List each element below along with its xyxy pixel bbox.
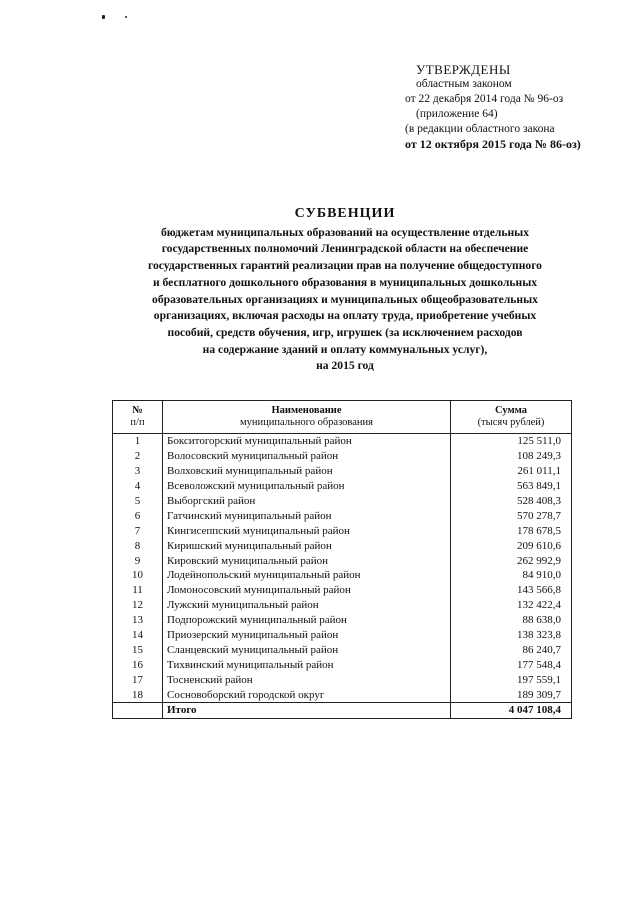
table-row (113, 628, 572, 643)
cell-num: 17 (113, 672, 163, 687)
approval-stamp (405, 62, 625, 152)
cell-num: 12 (113, 598, 163, 613)
cell-amount: 570 278,7 (451, 508, 572, 523)
title-line: государственных полномочий Ленинградской области на обеспечение (161, 242, 529, 256)
approval-line: от 22 декабря 2014 года № 96-оз (405, 93, 564, 105)
cell-amount: 132 422,4 (451, 598, 572, 613)
cell-amount: 563 849,1 (451, 479, 572, 494)
cell-amount: 84 910,0 (451, 568, 572, 583)
cell-amount: 86 240,7 (451, 642, 572, 657)
cell-num: 1 (113, 434, 163, 449)
cell-name: Всеволожский муниципальный район (163, 479, 451, 494)
cell-amount: 125 511,0 (451, 434, 572, 449)
cell-num: 15 (113, 642, 163, 657)
table-row (113, 449, 572, 464)
cell-name: Лодейнопольский муниципальный район (163, 568, 451, 583)
cell-amount: 197 559,1 (451, 672, 572, 687)
title-line: на 2015 год (316, 359, 374, 373)
cell-num: 16 (113, 657, 163, 672)
cell-name: Тихвинский муниципальный район (163, 657, 451, 672)
cell-num: 9 (113, 553, 163, 568)
table-row (113, 508, 572, 523)
cell-amount: 189 309,7 (451, 687, 572, 702)
cell-num: 10 (113, 568, 163, 583)
title-line: и бесплатного дошкольного образования в муниципальных дошкольных (152, 275, 538, 289)
table-row (113, 657, 572, 672)
document-title (95, 206, 595, 375)
cell-name: Лужский муниципальный район (163, 598, 451, 613)
title-line: бюджетам муниципальных образований на осуществление отдельных (160, 225, 530, 239)
cell-num: 3 (113, 464, 163, 479)
table-row (113, 538, 572, 553)
table-row (113, 434, 572, 449)
cell-amount: 178 678,5 (451, 523, 572, 538)
cell-amount: 143 566,8 (451, 583, 572, 598)
table-row (113, 672, 572, 687)
table-row (113, 523, 572, 538)
cell-amount: 108 249,3 (451, 449, 572, 464)
col-header-sum: Сумма (тысяч рублей) (451, 401, 572, 434)
total-row (113, 703, 572, 719)
total-amount: 4 047 108,4 (451, 703, 572, 719)
title-line: организациях, включая расходы на оплату труда, приобретение учебных (153, 309, 537, 323)
cell-name: Гатчинский муниципальный район (163, 508, 451, 523)
approval-line: (в редакции областного закона (405, 123, 555, 135)
cell-num: 5 (113, 494, 163, 509)
scan-speck (125, 16, 127, 18)
title-line: государственных гарантий реализации прав на получение общедоступного (148, 259, 542, 273)
title-line: на содержание зданий и оплату коммунальных услуг), (202, 342, 488, 356)
cell-name: Ломоносовский муниципальный район (163, 583, 451, 598)
cell-amount: 261 011,1 (451, 464, 572, 479)
col-header-name: Наименование муниципального образования (163, 401, 451, 434)
table-row (113, 613, 572, 628)
title-main: СУБВЕНЦИИ (294, 206, 396, 221)
table-row (113, 464, 572, 479)
approval-line: областным законом (416, 78, 512, 90)
title-line: образовательных организациях и муниципальных общеобразовательных (152, 292, 538, 306)
table-row (113, 568, 572, 583)
cell-name: Подпорожский муниципальный район (163, 613, 451, 628)
cell-num: 2 (113, 449, 163, 464)
cell-num: 8 (113, 538, 163, 553)
table-row (113, 494, 572, 509)
table-row (113, 553, 572, 568)
cell-name: Тосненский район (163, 672, 451, 687)
table-row (113, 583, 572, 598)
subsidy-table (112, 400, 572, 719)
cell-amount: 177 548,4 (451, 657, 572, 672)
cell-name: Киришский муниципальный район (163, 538, 451, 553)
cell-name: Бокситогорский муниципальный район (163, 434, 451, 449)
cell-name: Волосовский муниципальный район (163, 449, 451, 464)
cell-num: 11 (113, 583, 163, 598)
cell-amount: 262 992,9 (451, 553, 572, 568)
cell-amount: 88 638,0 (451, 613, 572, 628)
cell-num: 18 (113, 687, 163, 702)
table-row (113, 687, 572, 702)
cell-num: 4 (113, 479, 163, 494)
total-label: Итого (163, 703, 451, 719)
approval-line: (приложение 64) (416, 108, 498, 120)
cell-num (113, 703, 163, 719)
cell-amount: 138 323,8 (451, 628, 572, 643)
table-header-row (113, 401, 572, 434)
cell-name: Кировский муниципальный район (163, 553, 451, 568)
approval-line: от 12 октября 2015 года № 86-оз) (405, 137, 581, 151)
cell-num: 13 (113, 613, 163, 628)
cell-name: Сосновоборский городской округ (163, 687, 451, 702)
cell-name: Выборгский район (163, 494, 451, 509)
table-row (113, 642, 572, 657)
table-row (113, 479, 572, 494)
scan-speck (102, 15, 105, 19)
cell-num: 14 (113, 628, 163, 643)
table-row (113, 598, 572, 613)
cell-name: Приозерский муниципальный район (163, 628, 451, 643)
approval-heading: УТВЕРЖДЕНЫ (416, 62, 511, 77)
cell-name: Волховский муниципальный район (163, 464, 451, 479)
cell-amount: 528 408,3 (451, 494, 572, 509)
cell-name: Сланцевский муниципальный район (163, 642, 451, 657)
title-line: пособий, средств обучения, игр, игрушек (за исключением расходов (167, 325, 523, 339)
cell-amount: 209 610,6 (451, 538, 572, 553)
cell-num: 7 (113, 523, 163, 538)
cell-num: 6 (113, 508, 163, 523)
col-header-num: № п/п (113, 401, 163, 434)
cell-name: Кингисеппский муниципальный район (163, 523, 451, 538)
